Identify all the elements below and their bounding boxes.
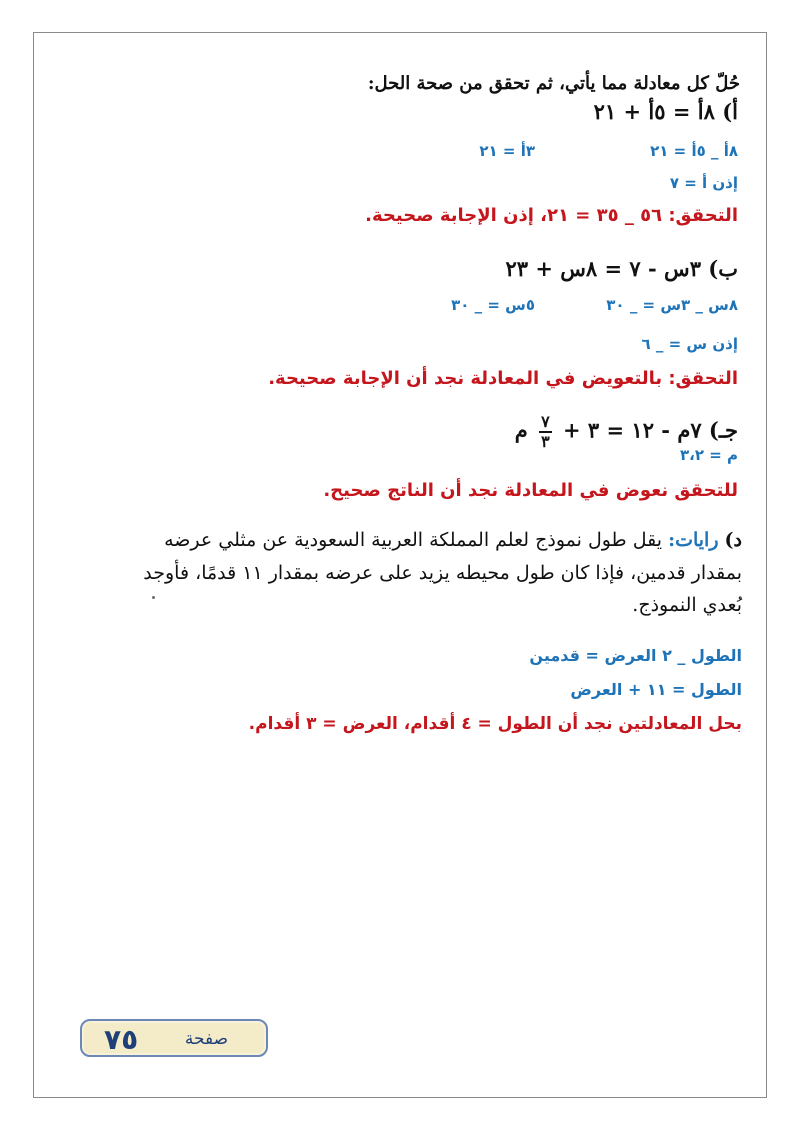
solution-b-step-1: ٨س _ ٣س = _ ٣٠ bbox=[606, 296, 738, 314]
instructions-text: حُلّ كل معادلة مما يأتي، ثم تحقق من صحة الحل: bbox=[367, 73, 740, 94]
problem-d-text bbox=[142, 524, 742, 622]
solution-b-step-2: ٥س = _ ٣٠ bbox=[451, 296, 535, 314]
page-label: صفحة bbox=[184, 1029, 228, 1049]
check-a: التحقق: ٥٦ _ ٣٥ = ٢١، إذن الإجابة صحيحة. bbox=[365, 205, 738, 226]
solution-b-result: إذن س = _ ٦ bbox=[641, 335, 738, 353]
solution-d-equation-1: الطول _ ٢ العرض = قدمين bbox=[529, 646, 742, 665]
equation-a: أ) ٨أ = ٥أ + ٢١ bbox=[593, 99, 738, 124]
solution-a-step-2: ٣أ = ٢١ bbox=[479, 142, 535, 160]
problem-d-body: يقل طول نموذج لعلم المملكة العربية السعودية عن مثلي عرضه بمقدار قدمين، فإذا كان طول محيطه يزيد على عرضه بمقدار ١١ قدمًا، فأوجد بُعدي النموذج. bbox=[143, 529, 742, 617]
solution-d-answer: بحل المعادلتين نجد أن الطول = ٤ أقدام، العرض = ٣ أقدام. bbox=[248, 714, 742, 734]
equation-c bbox=[515, 414, 738, 450]
fraction-denominator: ٣ bbox=[541, 432, 550, 451]
check-b: التحقق: بالتعويض في المعادلة نجد أن الإجابة صحيحة. bbox=[268, 368, 738, 389]
fraction-seven-thirds bbox=[539, 414, 552, 450]
solution-a-result: إذن أ = ٧ bbox=[669, 174, 738, 192]
page-number-badge bbox=[80, 1019, 268, 1057]
solution-a-step-1: ٨أ _ ٥أ = ٢١ bbox=[650, 142, 738, 160]
solution-c-result: م = ٣،٢ bbox=[679, 446, 738, 464]
fraction-numerator: ٧ bbox=[541, 412, 550, 431]
problem-d-label: د) bbox=[724, 529, 742, 551]
equation-b: ب) ٣س - ٧ = ٨س + ٢٣ bbox=[505, 256, 738, 281]
check-c: للتحقق نعوض في المعادلة نجد أن الناتج صحيح. bbox=[323, 480, 738, 501]
page-number: ٧٥ bbox=[104, 1023, 139, 1056]
equation-c-start: جـ) ٧م - ١٢ = ٣ + bbox=[563, 417, 738, 443]
problem-d-topic: رايات: bbox=[668, 529, 719, 551]
equation-c-end: م bbox=[514, 417, 528, 443]
solution-d-equation-2: الطول = ١١ + العرض bbox=[570, 680, 742, 699]
stray-dot bbox=[152, 596, 155, 599]
